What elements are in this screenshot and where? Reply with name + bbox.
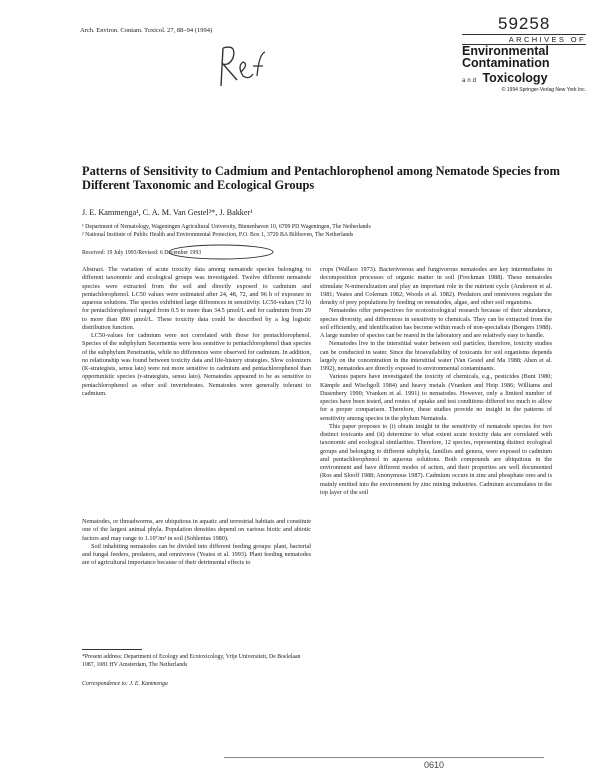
abstract-paragraph: LC50-values for cadmium were not correlated with those for pentachlorophenol. Species of the subphylum Secernentia were less sensitive to pentachlorophenol than species of the subphylum Penetrantia, while no differences were observed for cadmium. In addition, no relationship was found between toxicity data and life-history strategies. Slow colonizers (K-strategists, sensu lato) were not more sensitive to cadmium and pentachlorophenol than opportunistic species (r-strategists, sensu lato). Nematodes appeared to be as sensitive to pentachlorophenol as other soil invertebrates. Nematodes were generally tolerant to cadmium. xyxy=(82,332,311,397)
footnote-rule xyxy=(82,649,142,650)
footnote: *Present address: Department of Ecology and Ecotoxicology, Vrije Universiteit, De Boelelaan 1087, 1081 HV Amsterdam, The Netherlands xyxy=(82,654,301,668)
affiliation-1: ¹ Department of Nematology, Wageningen Agricultural University, Binnenhaven 10, 6709 PD Wageningen, The Netherlands xyxy=(82,224,371,230)
intro-paragraph: Soil inhabiting nematodes can be divided into different feeding groups: plant, bacterial and fungal feeders, predators, and omnivores (Yeates et al. 1993). Plant feeding nematodes are of agricultural importance because of their detrimental effects to xyxy=(82,542,311,567)
body-paragraph: Nematodes live in the interstitial water between soil particles; therefore, toxicity studies can be conducted in water. Since the bioavailability of toxicants for soil organisms depends largely on the concentration in the interstitial water (Van Gestel and Ma 1988; Ahen et al. 1992), nematodes are directly exposed to environmental contaminants. xyxy=(320,340,552,372)
handwritten-circle-mark xyxy=(166,243,276,261)
affiliations xyxy=(82,224,371,239)
correspondence: Correspondence to: J. E. Kammenga xyxy=(82,681,168,687)
journal-line2: Contamination xyxy=(462,56,550,70)
abstract-paragraph: Abstract. The variation of acute toxicity data among nematode species belonging to different taxonomic and ecological groups was investigated. Twelve different nematode species were extracted from the soil and directly exposed to cadmium and pentachlorophenol. LC50 values were estimated after 24, 48, 72, and 96 h of exposure in aqueous solutions. The species exhibited large differences in sensitivity. LC50-values (72 h) for pentachlorophenol ranged from 0.5 to more than 34.5 µmol/L and for cadmium from 29 to more than 890 µmol/L. These toxicity data could be described by a log logistic distribution function. xyxy=(82,266,311,331)
journal-and: and xyxy=(462,78,479,84)
abstract xyxy=(82,266,311,398)
received-date: Received: 19 July 1993/Revised: 6 December 1993 xyxy=(82,250,202,256)
right-column xyxy=(320,266,552,497)
journal-line3: Toxicology xyxy=(482,71,548,85)
body-paragraph: crops (Wallace 1973). Bacterivorous and fungivorous nematodes are key intermediates in decomposition processes of organic matter in soil (Freckman 1988). These nematodes stimulate N-mineralization and play an important role in the nutrient cycle (Anderson et al. 1981; Yeates and Coleman 1982; Woods et al. 1982). Predators and omnivores regulate the density of prey populations by feeding on nematodes, algae, and other soil organisms. xyxy=(320,266,552,306)
introduction xyxy=(82,518,311,568)
journal-copyright: © 1994 Springer-Verlag New York Inc. xyxy=(501,87,586,93)
page-number: 0610 xyxy=(424,760,445,770)
body-paragraph: Nematodes offer perspectives for ecotoxicological research because of their abundance, species diversity, and differences in sensitivity to chemicals. They can be extracted from the soil efficiently, and identification has become within reach of non-specialists (Bongers 1988). A large number of species can be reared in the laboratory and are relatively easy to handle. xyxy=(320,307,552,339)
handwritten-ref-signature xyxy=(213,34,269,94)
paper-title: Patterns of Sensitivity to Cadmium and Pentachlorophenol among Nematode Species from Different Taxonomic and Ecological Groups xyxy=(82,164,560,192)
body-paragraph: Various papers have investigated the toxicity of chemicals, e.g., pesticides (Bunt 1980; Kämpfe and Wischgoll 1984) and heavy metals (Vranken and Heip 1986; Williams and Dusenbery 1990; Vranken et al. 1991) to nematodes. However, only a limited number of species have been tested, and routes of uptake and test conditions differed too much to allow for a proper comparison. Therefore, these studies provide no insight in the patterns of sensitivity among species in the phylum Nematoda. xyxy=(320,373,552,422)
authors: J. E. Kammenga¹, C. A. M. Van Gestel²*, J. Bakker¹ xyxy=(82,208,253,217)
scan-edge-rule xyxy=(224,757,544,758)
body-paragraph: This paper proposes to (i) obtain insight in the sensitivity of nematode species for two distinct toxicants and (ii) determine to what extent acute toxicity data are correlated with taxonomic and ecological similarities. Therefore, 12 species, representing distinct ecological groups and belonging to different subphyla, families and genera, were exposed to cadmium and pentachlorophenol in aqueous solutions. Both compounds are ubiquitous in the environment and have different modes of action, and their properties are well documented (Ros and Slooff 1988; Anonymous 1987). Cadmium occurs in zinc and phosphate ores and is mainly emitted into the environment by zinc mining industries. Cadmium accumulates in the top layer of the soil xyxy=(320,422,552,496)
journal-banner xyxy=(462,34,586,93)
intro-paragraph: Nematodes, or threadworms, are ubiquitous in aquatic and terrestrial habitats and constitute one of the largest animal phyla. Population densities depend on various biotic and abiotic factors and may range to 1.10⁷/m² in soil (Sohlenius 1980). xyxy=(82,518,311,542)
affiliation-2: ² National Institute of Public Health and Environmental Protection, P.O. Box 1, 3720 BA Bilthoven, The Netherlands xyxy=(82,231,354,238)
handwritten-stamp: 59258 xyxy=(498,14,551,33)
running-head: Arch. Environ. Contam. Toxicol. 27, 88–94 (1994) xyxy=(80,27,213,34)
journal-archives: ARCHIVES OF xyxy=(462,34,586,45)
journal-line1: Environmental xyxy=(462,44,549,58)
